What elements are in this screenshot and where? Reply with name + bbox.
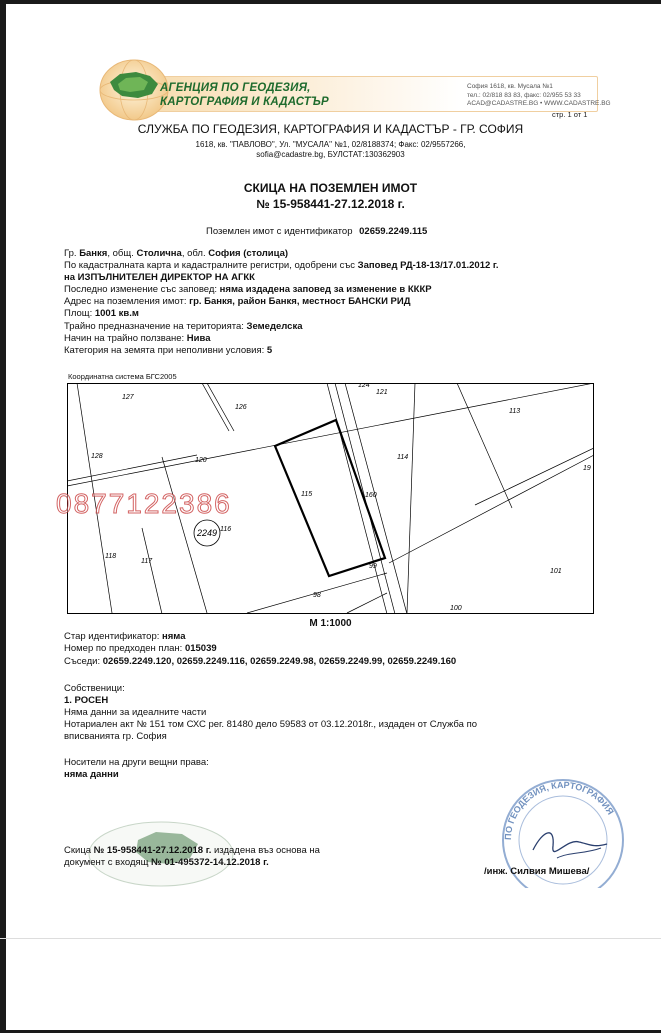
parcel-label-126: 126 [235,404,247,411]
location-line [64,248,288,260]
parcel-label-115: 115 [301,491,313,498]
category-line [64,345,272,357]
parcel-label-114: 114 [397,454,409,461]
parcel-label-116: 116 [220,526,232,533]
signature-icon [533,833,607,852]
identifier-value: 02659.2249.115 [359,226,428,237]
address-line [64,296,410,308]
scan-edge-top [0,0,661,4]
area-label: Площ: [64,308,93,319]
old-id-value: няма [162,631,186,642]
owner-name: 1. РОСЕН [64,695,109,706]
parcel-label-100: 100 [450,605,462,612]
page-number: стр. 1 от 1 [552,110,588,119]
agency-contact-web: ACAD@CADASTRE.BG • WWW.CADASTRE.BG [467,100,611,107]
parcel-label-120: 120 [195,457,207,464]
city-value: Банкя [79,248,108,259]
document-number: № 15-958441-27.12.2018 г. [256,197,405,211]
approval-by: на ИЗПЪЛНИТЕЛЕН ДИРЕКТОР НА АГКК [64,272,255,283]
parcel-label-101: 101 [550,568,562,575]
block-number: 2249 [196,528,218,538]
parcel-label-98: 98 [313,592,321,599]
region-label: , обл. [181,248,206,259]
parcel-label-160: 160 [365,492,377,499]
parcel-label-127: 127 [122,394,134,401]
identifier-label: Поземлен имот с идентификатор [206,226,353,237]
rights-value: няма данни [64,769,119,780]
based-label: документ с входящ [64,857,149,868]
document-title: СКИЦА НА ПОЗЕМЛЕН ИМОТ [243,181,418,195]
usage-label: Начин на трайно ползване: [64,333,185,344]
agency-name [160,81,329,109]
parcel-label-99: 99 [369,563,377,570]
purpose-line [64,321,303,333]
purpose-value: Земеделска [246,321,303,332]
office-address-line1: 1618, кв. "ПАВЛОВО", Ул. "МУСАЛА" №1, 02/8188374; Факс: 02/9557266, [195,140,466,149]
parcel-label-124: 124 [358,383,370,389]
issued-text: издадена въз основа на [214,845,320,856]
category-label: Категория на земята при неполивни условия: [64,345,265,356]
rights-heading: Носители на други вещни права: [64,757,209,768]
old-id-line [64,631,185,643]
issued-label: Скица [64,845,92,856]
signature-stroke-icon [557,848,601,858]
deed-line2: вписванията гр. София [64,731,167,742]
approval-text: По кадастралната карта и кадастралните регистри, одобрени със [64,260,356,271]
map-scale: М 1:1000 [309,618,352,629]
phone-watermark: 0877122386 [56,488,232,519]
document-title-block [0,180,661,212]
usage-line [64,333,211,345]
owners-heading: Собственици: [64,683,125,694]
page-separator [0,938,661,939]
municipality-value: Столична [136,248,182,259]
approval-order: Заповед РД-18-13/17.01.2012 г. [357,260,499,271]
office-address [0,140,661,160]
issued-line [64,845,320,857]
last-change-value: няма издадена заповед за изменение в КККР [219,284,432,295]
parcel-label-117: 117 [141,558,153,565]
usage-value: Нива [186,333,211,344]
neighbors-label: Съседи: [64,656,101,667]
area-value: 1001 кв.м [94,308,139,319]
office-address-line2: sofia@cadastre.bg, БУЛСТАТ:130362903 [256,150,405,159]
parcel-label-128: 128 [91,453,103,460]
office-title: СЛУЖБА ПО ГЕОДЕЗИЯ, КАРТОГРАФИЯ И КАДАСТЪР - ГР. СОФИЯ [137,122,524,136]
city-label: Гр. [64,248,77,259]
region-value: София (столица) [208,248,289,259]
stamp-text: ПО ГЕОДЕЗИЯ, КАРТОГРАФИЯ [502,779,616,841]
approval-line [64,260,499,272]
signatory-name: /инж. Силвия Мишева/ [484,866,590,877]
old-id-label: Стар идентификатор: [64,631,160,642]
area-line [64,308,139,320]
agency-name-line1: АГЕНЦИЯ ПО ГЕОДЕЗИЯ, [160,82,311,94]
agency-contact [467,83,611,109]
last-change-line [64,284,432,296]
agency-name-line2: КАРТОГРАФИЯ И КАДАСТЪР [160,96,329,108]
based-number: № 01-495372-14.12.2018 г. [151,857,269,868]
coord-system: Координатна система БГС2005 [68,372,177,381]
agency-contact-phone: тел.: 02/818 83 83, факс: 02/955 53 33 [467,91,581,99]
issued-number: № 15-958441-27.12.2018 г. [93,845,212,856]
prev-plan-line [64,643,217,655]
neighbors-line [64,656,456,668]
prev-plan-value: 015039 [184,643,217,654]
category-value: 5 [266,345,273,356]
parcel-label-19: 19 [583,465,591,472]
parcel-label-113: 113 [509,408,521,415]
last-change-label: Последно изменение със заповед: [64,284,218,295]
based-line [64,857,269,869]
agency-contact-address: София 1618, кв. Мусала №1 [467,83,553,90]
parcel-label-118: 118 [105,553,117,560]
address-value: гр. Банкя, район Банкя, местност БАНСКИ РИД [189,296,411,307]
owner-shares: Няма данни за идеалните части [64,707,207,718]
municipality-label: , общ. [107,248,134,259]
neighbors-value: 02659.2249.120, 02659.2249.116, 02659.2249.98, 02659.2249.99, 02659.2249.160 [102,656,457,667]
parcel-label-121: 121 [376,389,388,396]
identifier-line [206,226,427,238]
address-label: Адрес на поземления имот: [64,296,187,307]
purpose-label: Трайно предназначение на територията: [64,321,244,332]
deed-line1: Нотариален акт № 151 том СХС рег. 81480 дело 59583 от 03.12.2018г., издаден от Служба по [64,719,477,730]
prev-plan-label: Номер по предходен план: [64,643,183,654]
